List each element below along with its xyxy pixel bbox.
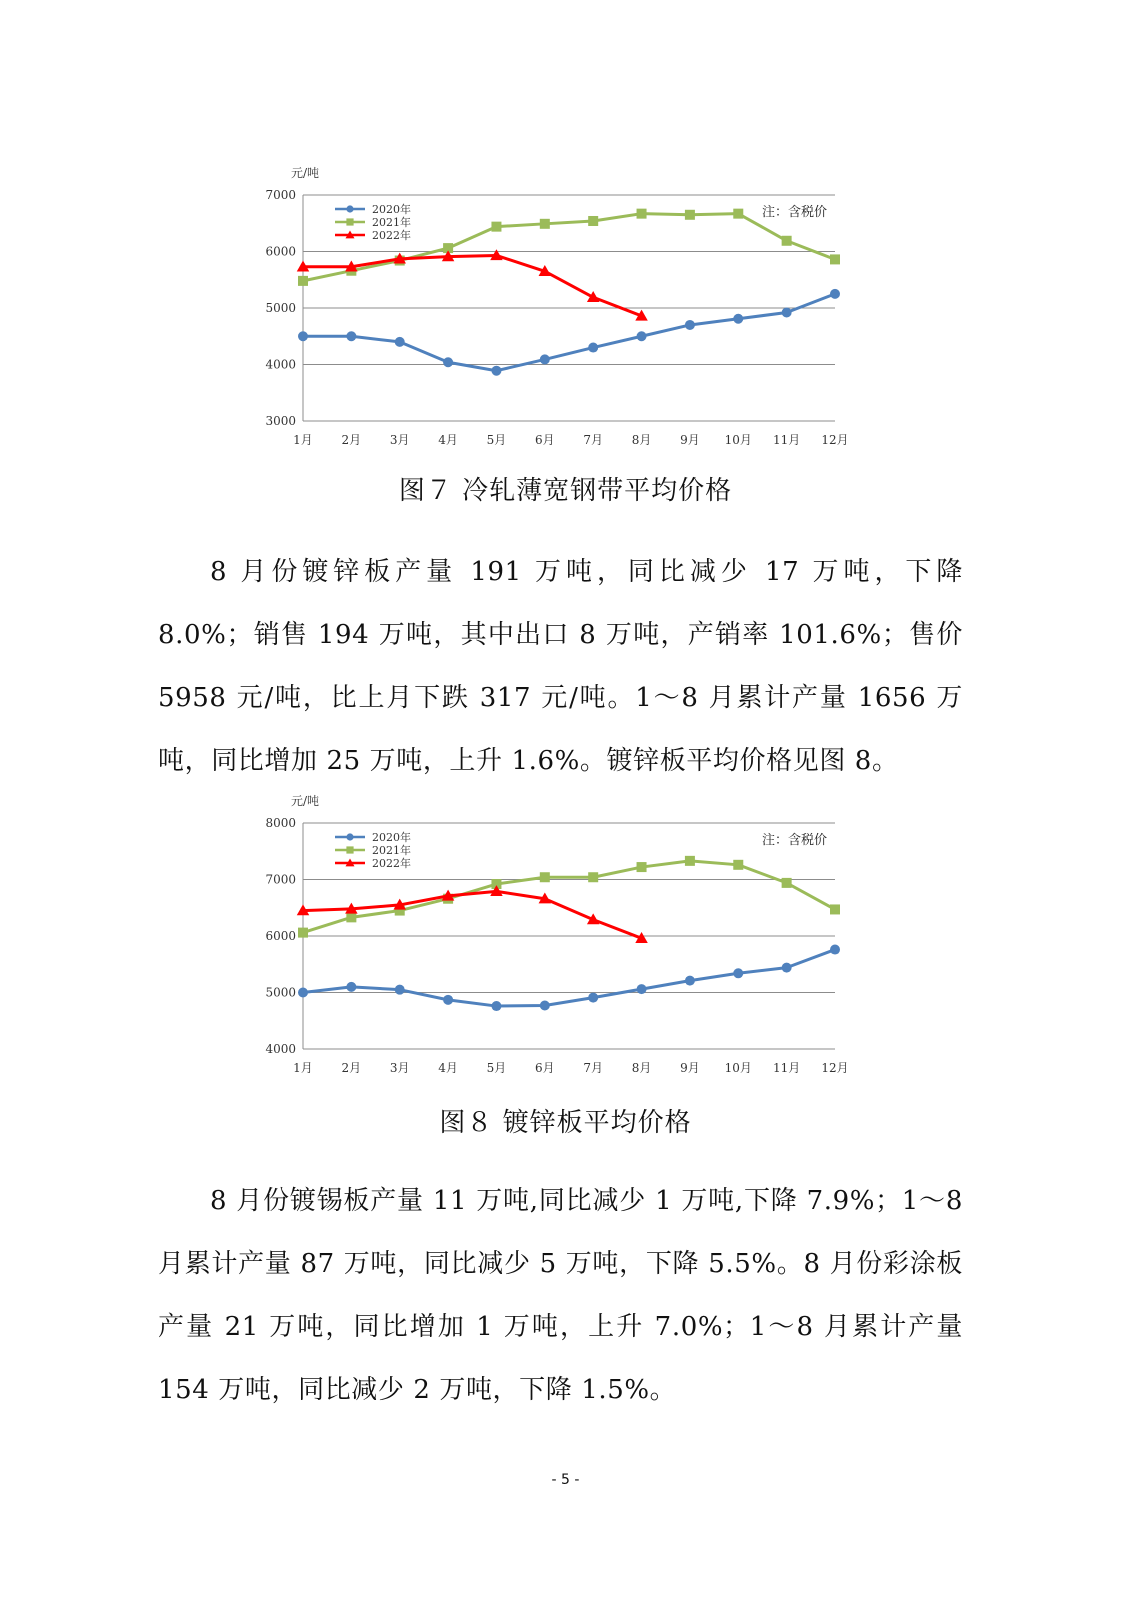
x-tick-label: 1月 xyxy=(293,1061,313,1075)
x-tick-label: 11月 xyxy=(772,433,801,447)
y-tick-label: 4000 xyxy=(265,357,296,372)
data-point xyxy=(830,254,840,264)
data-point xyxy=(588,343,598,353)
figure-7-caption: 图７ 冷轧薄宽钢带平均价格 xyxy=(398,476,733,506)
x-tick-label: 9月 xyxy=(680,1061,700,1075)
data-point xyxy=(685,856,695,866)
x-tick-label: 9月 xyxy=(680,433,700,447)
data-point xyxy=(346,205,353,212)
x-tick-label: 4月 xyxy=(438,1061,458,1075)
data-point xyxy=(346,331,356,341)
paragraph-tinplate-coated: 8 月份镀锡板产量 11 万吨,同比减少 1 万吨,下降 7.9%；1～8 月累计产量 87 万吨，同比减少 5 万吨，下降 5.5%。8 月份彩涂板产量 21 万吨，同比增加 1 万吨，上升 7.0%；1～8 月累计产量 154 万吨，同比减少 2 万吨，下降 1.5%。 xyxy=(158,1186,963,1405)
x-tick-label: 11月 xyxy=(772,1061,801,1075)
y-tick-label: 3000 xyxy=(265,414,296,428)
data-point xyxy=(782,236,792,246)
data-point xyxy=(298,928,308,938)
series-line xyxy=(303,255,642,315)
data-point xyxy=(782,878,792,888)
x-tick-label: 2月 xyxy=(341,1061,362,1075)
figure-8-caption: 图８ 镀锌板平均价格 xyxy=(439,1108,692,1138)
data-point xyxy=(685,210,695,220)
data-point xyxy=(830,289,840,299)
x-tick-label: 10月 xyxy=(724,1061,752,1075)
y-tick-label: 7000 xyxy=(265,872,296,887)
x-tick-label: 3月 xyxy=(389,433,410,447)
data-point xyxy=(540,872,550,882)
data-point xyxy=(830,904,840,914)
data-point xyxy=(685,320,695,330)
data-point xyxy=(588,216,598,226)
x-tick-label: 7月 xyxy=(583,433,604,447)
data-point xyxy=(637,331,647,341)
x-tick-label: 5月 xyxy=(486,1061,507,1075)
x-tick-label: 12月 xyxy=(821,1061,849,1075)
y-tick-label: 6000 xyxy=(265,929,296,943)
y-tick-label: 8000 xyxy=(265,816,296,830)
data-point xyxy=(782,308,792,318)
data-point xyxy=(540,354,550,364)
data-point xyxy=(637,984,647,994)
legend-label: 2020年 xyxy=(372,831,411,844)
data-point xyxy=(830,945,840,955)
x-tick-label: 1月 xyxy=(293,433,313,447)
data-point xyxy=(346,912,356,922)
y-tick-label: 7000 xyxy=(265,188,296,202)
data-point xyxy=(298,988,308,998)
data-point xyxy=(782,963,792,973)
chart-galvanized-price xyxy=(250,786,870,1096)
legend-label: 2022年 xyxy=(372,229,411,242)
data-point xyxy=(443,357,453,367)
data-point xyxy=(346,833,353,840)
y-tick-label: 4000 xyxy=(265,1042,296,1056)
data-point xyxy=(540,219,550,229)
chart-cold-rolled-price xyxy=(250,158,870,468)
data-point xyxy=(685,976,695,986)
data-point xyxy=(588,872,598,882)
chart-svg xyxy=(250,786,870,1096)
data-point xyxy=(298,331,308,341)
data-point xyxy=(395,985,405,995)
x-tick-label: 7月 xyxy=(583,1061,604,1075)
unit-label: 元/吨 xyxy=(291,794,320,808)
data-point xyxy=(346,982,356,992)
page-number: - 5 - xyxy=(551,1472,580,1488)
y-tick-label: 5000 xyxy=(265,985,296,1000)
y-tick-label: 5000 xyxy=(265,301,296,315)
data-point xyxy=(395,337,405,347)
data-point xyxy=(637,862,647,872)
data-point xyxy=(733,968,743,978)
x-tick-label: 5月 xyxy=(486,433,507,447)
x-tick-label: 3月 xyxy=(389,1061,410,1075)
data-point xyxy=(346,218,353,225)
x-tick-label: 8月 xyxy=(631,433,652,447)
legend-label: 2022年 xyxy=(372,857,411,870)
series-line xyxy=(303,861,835,933)
data-point xyxy=(637,209,647,219)
chart-note: 注：含税价 xyxy=(761,205,827,220)
data-point xyxy=(588,993,598,1003)
x-tick-label: 6月 xyxy=(534,433,555,447)
data-point xyxy=(491,366,501,376)
x-tick-label: 8月 xyxy=(631,1061,652,1075)
data-point xyxy=(733,314,743,324)
data-point xyxy=(298,276,308,286)
legend-label: 2021年 xyxy=(372,844,411,857)
paragraph-galvanized: 8 月份镀锌板产量 191 万吨，同比减少 17 万吨，下降 8.0%；销售 194 万吨，其中出口 8 万吨，产销率 101.6%；售价 5958 元/吨，比上月下跌 317 元/吨。1～8 月累计产量 1656 万吨，同比增加 25 万吨，上升 1.6%。镀锌板平均价格见图 8。 xyxy=(158,557,963,776)
legend-label: 2020年 xyxy=(372,203,411,216)
series-line xyxy=(303,294,835,371)
series-line xyxy=(303,950,835,1007)
data-point xyxy=(346,846,353,853)
x-tick-label: 6月 xyxy=(534,1061,555,1075)
data-point xyxy=(491,222,501,232)
chart-note: 注：含税价 xyxy=(761,833,827,848)
x-tick-label: 4月 xyxy=(438,433,458,447)
data-point xyxy=(540,1000,550,1010)
unit-label: 元/吨 xyxy=(291,166,320,180)
x-tick-label: 2月 xyxy=(341,433,362,447)
data-point xyxy=(443,995,453,1005)
chart-svg xyxy=(250,158,870,468)
data-point xyxy=(733,209,743,219)
y-tick-label: 6000 xyxy=(265,244,296,259)
legend-label: 2021年 xyxy=(372,216,411,229)
x-tick-label: 12月 xyxy=(821,433,849,447)
data-point xyxy=(733,860,743,870)
data-point xyxy=(491,1001,501,1011)
x-tick-label: 10月 xyxy=(724,433,752,447)
